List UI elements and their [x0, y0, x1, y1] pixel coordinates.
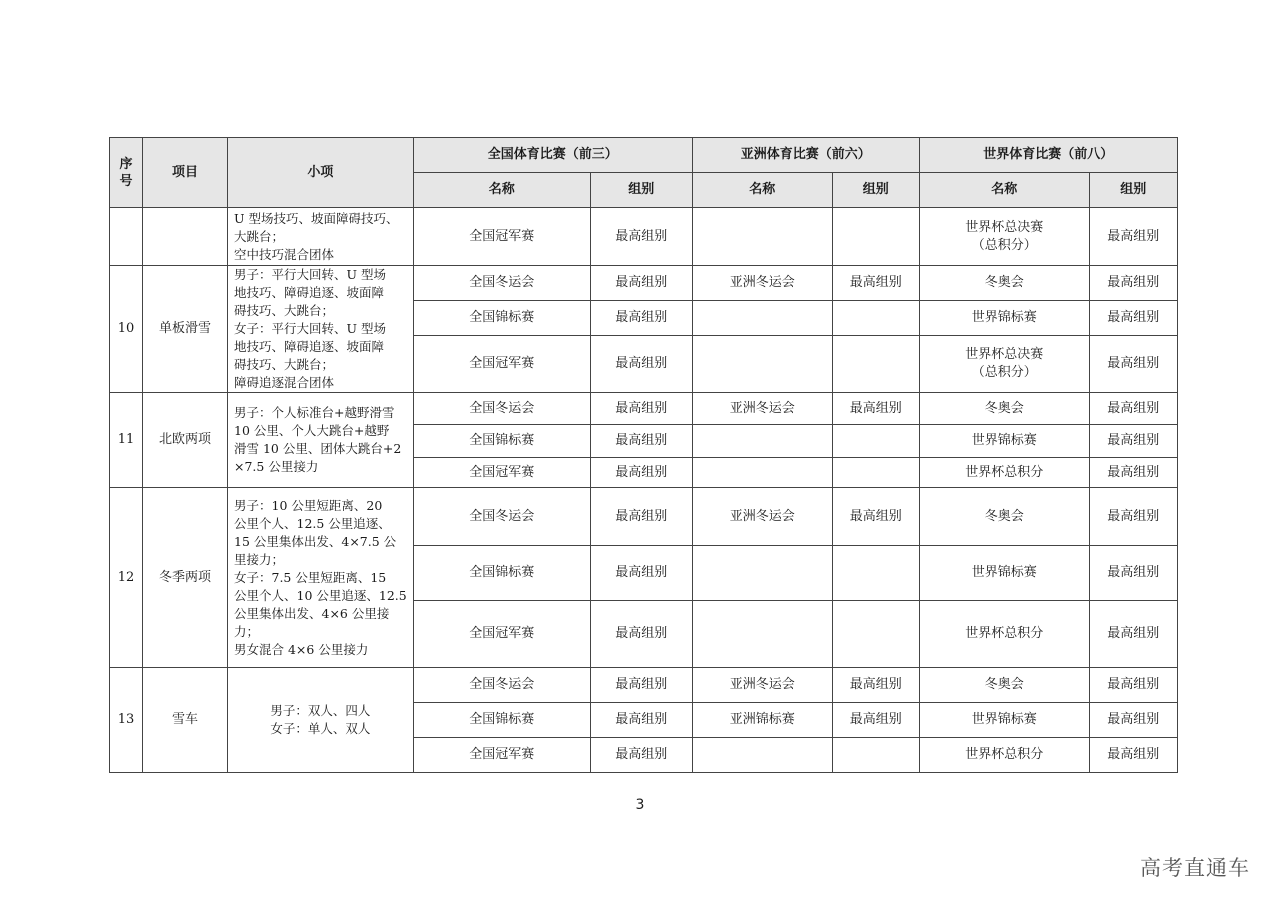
- national-event-name: 全国冠军赛: [413, 738, 590, 773]
- national-event-name: 全国冬运会: [413, 393, 590, 425]
- project-cell: [143, 208, 228, 266]
- header-asia-name: 名称: [692, 173, 832, 208]
- world-event-name: [919, 668, 1089, 703]
- national-event-level: 最高组别: [590, 393, 692, 425]
- asia-event-name: 亚洲冬运会: [692, 668, 832, 703]
- world-event-name: [919, 703, 1089, 738]
- sub-event-line: 大跳台；: [234, 228, 285, 244]
- asia-event-level: [832, 208, 919, 266]
- header-asia-level: 组别: [832, 173, 919, 208]
- seq-cell: 13: [110, 668, 143, 773]
- table-row: [110, 488, 1178, 546]
- seq-cell: 12: [110, 488, 143, 668]
- national-event-level: 最高组别: [590, 336, 692, 393]
- header-project: 项目: [143, 138, 228, 208]
- world-event-line: 冬奥会: [984, 508, 1024, 524]
- world-event-line: （总积分）: [971, 237, 1037, 253]
- asia-event-name: [692, 425, 832, 458]
- header-national-group: 全国体育比赛（前三）: [413, 138, 692, 173]
- sub-event-line: 女子：平行大回转、U 型场: [234, 321, 387, 336]
- national-event-name: 全国冠军赛: [413, 336, 590, 393]
- sub-event-line: 障碍追逐混合团体: [234, 375, 335, 390]
- world-event-line: 世界杯总积分: [965, 626, 1044, 641]
- sub-event-line: 男女混合 4×6 公里接力: [234, 641, 369, 657]
- world-event-name: [919, 458, 1089, 488]
- asia-event-name: [692, 601, 832, 668]
- asia-event-name: [692, 546, 832, 601]
- seq-cell: 10: [110, 266, 143, 393]
- national-event-level: 最高组别: [590, 488, 692, 546]
- table-row: [110, 208, 1178, 266]
- national-event-level: 最高组别: [590, 601, 692, 668]
- sub-events-cell: [228, 266, 414, 393]
- national-event-name: 全国冠军赛: [413, 601, 590, 668]
- world-event-line: 世界锦标赛: [971, 433, 1037, 448]
- sub-event-line: 公里个人、10 公里追逐、12.5: [234, 587, 407, 603]
- project-cell: 冬季两项: [143, 488, 228, 668]
- national-event-level: 最高组别: [590, 301, 692, 336]
- world-event-line: 世界杯总决赛: [965, 347, 1044, 362]
- sub-event-line: 女子：7.5 公里短距离、15: [234, 569, 387, 585]
- sub-events-cell: [228, 208, 414, 266]
- asia-event-name: [692, 738, 832, 773]
- world-event-name: [919, 546, 1089, 601]
- header-sub: 小项: [228, 138, 414, 208]
- asia-event-level: 最高组别: [832, 266, 919, 301]
- asia-event-level: 最高组别: [832, 703, 919, 738]
- world-event-name: [919, 336, 1089, 393]
- asia-event-level: [832, 601, 919, 668]
- world-event-level: 最高组别: [1089, 601, 1177, 668]
- world-event-level: 最高组别: [1089, 266, 1177, 301]
- page-number: 3: [635, 797, 645, 813]
- asia-event-name: [692, 458, 832, 488]
- watermark: 高考直通车: [1140, 856, 1250, 880]
- national-event-name: 全国锦标赛: [413, 703, 590, 738]
- national-event-level: 最高组别: [590, 546, 692, 601]
- asia-event-level: [832, 458, 919, 488]
- header-world-name: 名称: [919, 173, 1089, 208]
- asia-event-name: 亚洲冬运会: [692, 488, 832, 546]
- sub-event-line: 女子：单人、双人: [270, 721, 371, 736]
- world-event-line: 世界杯总积分: [965, 747, 1044, 762]
- world-event-line: 世界杯总决赛: [965, 219, 1044, 235]
- asia-event-name: [692, 208, 832, 266]
- sub-events-cell: [228, 488, 414, 668]
- world-event-line: 世界锦标赛: [971, 712, 1037, 727]
- asia-event-level: [832, 546, 919, 601]
- world-event-level: 最高组别: [1089, 703, 1177, 738]
- world-event-level: 最高组别: [1089, 425, 1177, 458]
- sub-event-line: U 型场技巧、坡面障碍技巧、: [234, 210, 399, 226]
- asia-event-level: [832, 425, 919, 458]
- asia-event-name: 亚洲冬运会: [692, 393, 832, 425]
- world-event-level: 最高组别: [1089, 488, 1177, 546]
- asia-event-level: 最高组别: [832, 668, 919, 703]
- asia-event-level: 最高组别: [832, 393, 919, 425]
- project-cell: 雪车: [143, 668, 228, 773]
- sub-event-line: 10 公里、个人大跳台+越野: [234, 423, 390, 438]
- world-event-level: 最高组别: [1089, 208, 1177, 266]
- sub-event-line: 男子：10 公里短距离、20: [234, 497, 383, 513]
- world-event-name: [919, 738, 1089, 773]
- national-event-name: 全国冬运会: [413, 668, 590, 703]
- world-event-name: [919, 393, 1089, 425]
- sub-event-line: 碍技巧、大跳台；: [234, 357, 335, 372]
- sub-event-line: 空中技巧混合团体: [234, 246, 335, 262]
- national-event-level: 最高组别: [590, 703, 692, 738]
- header-national-level: 组别: [590, 173, 692, 208]
- sub-event-line: 地技巧、障碍追逐、坡面障: [234, 285, 385, 300]
- asia-event-name: [692, 301, 832, 336]
- seq-cell: 11: [110, 393, 143, 488]
- sub-event-line: 男子：平行大回转、U 型场: [234, 267, 387, 282]
- world-event-name: [919, 208, 1089, 266]
- sub-event-line: 公里个人、12.5 公里追逐、: [234, 515, 391, 531]
- world-event-level: 最高组别: [1089, 301, 1177, 336]
- national-event-name: 全国冬运会: [413, 488, 590, 546]
- world-event-level: 最高组别: [1089, 546, 1177, 601]
- table-body: [110, 208, 1178, 773]
- world-event-level: 最高组别: [1089, 668, 1177, 703]
- asia-event-name: 亚洲冬运会: [692, 266, 832, 301]
- asia-event-level: 最高组别: [832, 488, 919, 546]
- sub-events-cell: [228, 393, 414, 488]
- national-event-name: 全国锦标赛: [413, 301, 590, 336]
- project-cell: 单板滑雪: [143, 266, 228, 393]
- national-event-name: 全国锦标赛: [413, 546, 590, 601]
- sub-event-line: 地技巧、障碍追逐、坡面障: [234, 339, 385, 354]
- header-asia-group: 亚洲体育比赛（前六）: [692, 138, 919, 173]
- national-event-name: 全国冬运会: [413, 266, 590, 301]
- world-event-name: [919, 266, 1089, 301]
- world-event-level: 最高组别: [1089, 738, 1177, 773]
- sub-event-line: 男子：双人、四人: [270, 703, 371, 718]
- asia-event-level: [832, 738, 919, 773]
- sub-event-line: 碍技巧、大跳台；: [234, 303, 335, 318]
- national-event-name: 全国冠军赛: [413, 208, 590, 266]
- national-event-name: 全国锦标赛: [413, 425, 590, 458]
- world-event-line: 冬奥会: [984, 677, 1024, 692]
- sub-event-line: 15 公里集体出发、4×7.5 公: [234, 533, 397, 549]
- world-event-name: [919, 425, 1089, 458]
- world-event-line: 冬奥会: [984, 275, 1024, 290]
- world-event-line: 世界杯总积分: [965, 464, 1044, 480]
- world-event-level: 最高组别: [1089, 393, 1177, 425]
- sub-event-line: 滑雪 10 公里、团体大跳台+2: [234, 441, 402, 456]
- world-event-line: 世界锦标赛: [971, 310, 1037, 325]
- asia-event-level: [832, 301, 919, 336]
- world-event-name: [919, 301, 1089, 336]
- national-event-level: 最高组别: [590, 458, 692, 488]
- national-event-level: 最高组别: [590, 208, 692, 266]
- world-event-line: （总积分）: [971, 365, 1037, 380]
- project-cell: 北欧两项: [143, 393, 228, 488]
- qualification-table: [109, 137, 1178, 773]
- seq-cell: [110, 208, 143, 266]
- sub-event-line: 公里集体出发、4×6 公里接: [234, 605, 390, 621]
- sub-event-line: 力；: [234, 623, 260, 639]
- asia-event-name: [692, 336, 832, 393]
- world-event-line: 冬奥会: [984, 400, 1024, 416]
- national-event-name: 全国冠军赛: [413, 458, 590, 488]
- world-event-level: 最高组别: [1089, 336, 1177, 393]
- sub-event-line: 里接力；: [234, 551, 285, 567]
- national-event-level: 最高组别: [590, 668, 692, 703]
- sub-events-cell: [228, 668, 414, 773]
- header-world-group: 世界体育比赛（前八）: [919, 138, 1177, 173]
- header-seq: 序 号: [110, 138, 143, 208]
- sub-event-line: 男子：个人标准台+越野滑雪: [234, 405, 395, 420]
- asia-event-level: [832, 336, 919, 393]
- header-national-name: 名称: [413, 173, 590, 208]
- world-event-level: 最高组别: [1089, 458, 1177, 488]
- world-event-line: 世界锦标赛: [971, 565, 1037, 580]
- table-row: [110, 266, 1178, 301]
- sub-event-line: ×7.5 公里接力: [234, 459, 319, 474]
- world-event-name: [919, 488, 1089, 546]
- national-event-level: 最高组别: [590, 266, 692, 301]
- asia-event-name: 亚洲锦标赛: [692, 703, 832, 738]
- national-event-level: 最高组别: [590, 425, 692, 458]
- national-event-level: 最高组别: [590, 738, 692, 773]
- header-world-level: 组别: [1089, 173, 1177, 208]
- world-event-name: [919, 601, 1089, 668]
- table-row: [110, 668, 1178, 703]
- table-row: [110, 393, 1178, 425]
